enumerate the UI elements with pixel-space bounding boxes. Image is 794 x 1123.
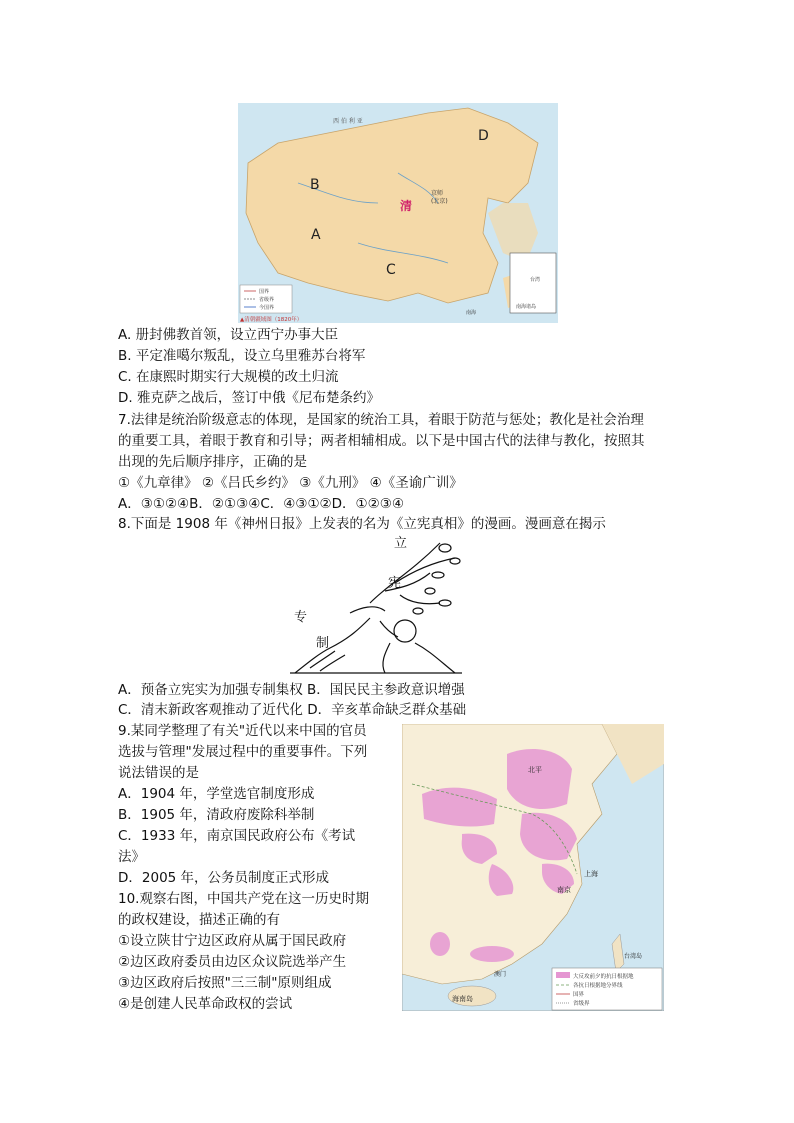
map1-island-label: 台湾 <box>530 277 541 283</box>
q7-options: A．③①②④B．②①③④C．④③①②D．①②③④ <box>118 496 404 512</box>
qing-territory-map <box>238 103 558 323</box>
map1-label-b: B <box>310 177 320 193</box>
map1-top-label: 西 伯 利 亚 <box>333 118 363 125</box>
q10-item-3: ③边区政府后按照"三三制"原则组成 <box>118 975 332 991</box>
map1-legend-1: 国界 <box>259 289 270 295</box>
q9-stem-line-2: 选拔与管理"发展过程中的重要事件。下列 <box>118 744 368 760</box>
base-areas-map <box>402 724 664 1011</box>
q8-stem: 8.下面是 1908 年《神州日报》上发表的名为《立宪真相》的漫画。漫画意在揭示 <box>118 516 606 532</box>
cartoon-label-li: 立 <box>394 536 408 551</box>
q6-option-c: C. 在康熙时期实行大规模的改土归流 <box>118 369 339 385</box>
map2-legend-2: 各抗日根据地分界线 <box>573 983 623 989</box>
q10-stem-line-2: 的政权建设，描述正确的有 <box>118 912 280 928</box>
map2-legend-3: 国界 <box>573 992 585 998</box>
cartoon-label-xian: 宪 <box>388 576 402 591</box>
q9-option-a: A．1904 年，学堂选官制度形成 <box>118 786 315 802</box>
q6-option-b: B. 平定准噶尔叛乱，设立乌里雅苏台将军 <box>118 348 366 364</box>
q10-item-2: ②边区政府委员由边区众议院选举产生 <box>118 954 347 970</box>
map2-label-beiping: 北平 <box>528 766 542 774</box>
q7-stem-line-2: 的重要工具，着眼于教育和引导；两者相辅相成。以下是中国古代的法律与教化，按照其 <box>118 433 645 449</box>
q8-options-line-2: C．清末新政客观推动了近代化 D．辛亥革命缺乏群众基础 <box>118 702 467 718</box>
q8-options-line-1: A．预备立宪实为加强专制集权 B．国民民主参政意识增强 <box>118 682 465 698</box>
map2-label-nanjing: 南京 <box>557 886 571 894</box>
q7-stem-line-3: 出现的先后顺序排序，正确的是 <box>118 454 307 470</box>
q9-option-b: B．1905 年，清政府废除科举制 <box>118 807 315 823</box>
map2-label-aomen: 澳门 <box>494 971 507 978</box>
map2-label-hainan: 海南岛 <box>452 995 473 1003</box>
q6-option-a: A. 册封佛教首领，设立西宁办事大臣 <box>118 327 339 343</box>
map1-label-a: A <box>311 227 321 243</box>
q7-items: ①《九章律》 ②《吕氏乡约》 ③《九刑》 ④《圣谕广训》 <box>118 475 463 491</box>
q9-stem-line-1: 9.某同学整理了有关"近代以来中国的官员 <box>118 723 367 739</box>
map1-capital-sub: (北京) <box>431 198 448 205</box>
q10-item-4: ④是创建人民革命政权的尝试 <box>118 996 293 1012</box>
map1-capital-label: 京师 <box>431 190 444 197</box>
map1-legend-2: 省级界 <box>259 297 275 303</box>
q6-option-d: D. 雅克萨之战后，签订中俄《尼布楚条约》 <box>118 390 380 406</box>
q10-item-1: ①设立陕甘宁边区政府从属于国民政府 <box>118 933 347 949</box>
q9-option-d: D．2005 年，公务员制度正式形成 <box>118 870 330 886</box>
map1-label-c: C <box>386 262 396 278</box>
q9-option-c-cont: 法》 <box>118 849 145 865</box>
map1-inset-label: 南海诸岛 <box>516 304 537 310</box>
cartoon-label-zhuan: 专 <box>294 610 308 625</box>
map1-sea-label: 南海 <box>466 310 477 316</box>
map1-label-d: D <box>478 128 489 144</box>
map2-legend-1: 大反攻前夕的抗日根据地 <box>573 974 634 980</box>
constitution-cartoon <box>290 533 462 675</box>
map1-qing-label: 清 <box>400 199 413 213</box>
cartoon-label-zhi: 制 <box>316 636 330 651</box>
q10-stem-line-1: 10.观察右图，中国共产党在这一历史时期 <box>118 891 369 907</box>
map2-label-taiwan: 台湾岛 <box>624 953 643 960</box>
q9-stem-line-3: 说法错误的是 <box>118 765 199 781</box>
map1-legend-3: 今国界 <box>259 305 275 311</box>
q9-option-c: C．1933 年，南京国民政府公布《考试 <box>118 828 356 844</box>
map1-caption: ▲清朝疆域图（1820年） <box>240 317 303 323</box>
map2-legend-4: 省级界 <box>573 1001 590 1007</box>
q7-stem-line-1: 7.法律是统治阶级意志的体现，是国家的统治工具，着眼于防范与惩处；教化是社会治理 <box>118 412 644 428</box>
map2-label-shanghai: 上海 <box>584 870 598 878</box>
